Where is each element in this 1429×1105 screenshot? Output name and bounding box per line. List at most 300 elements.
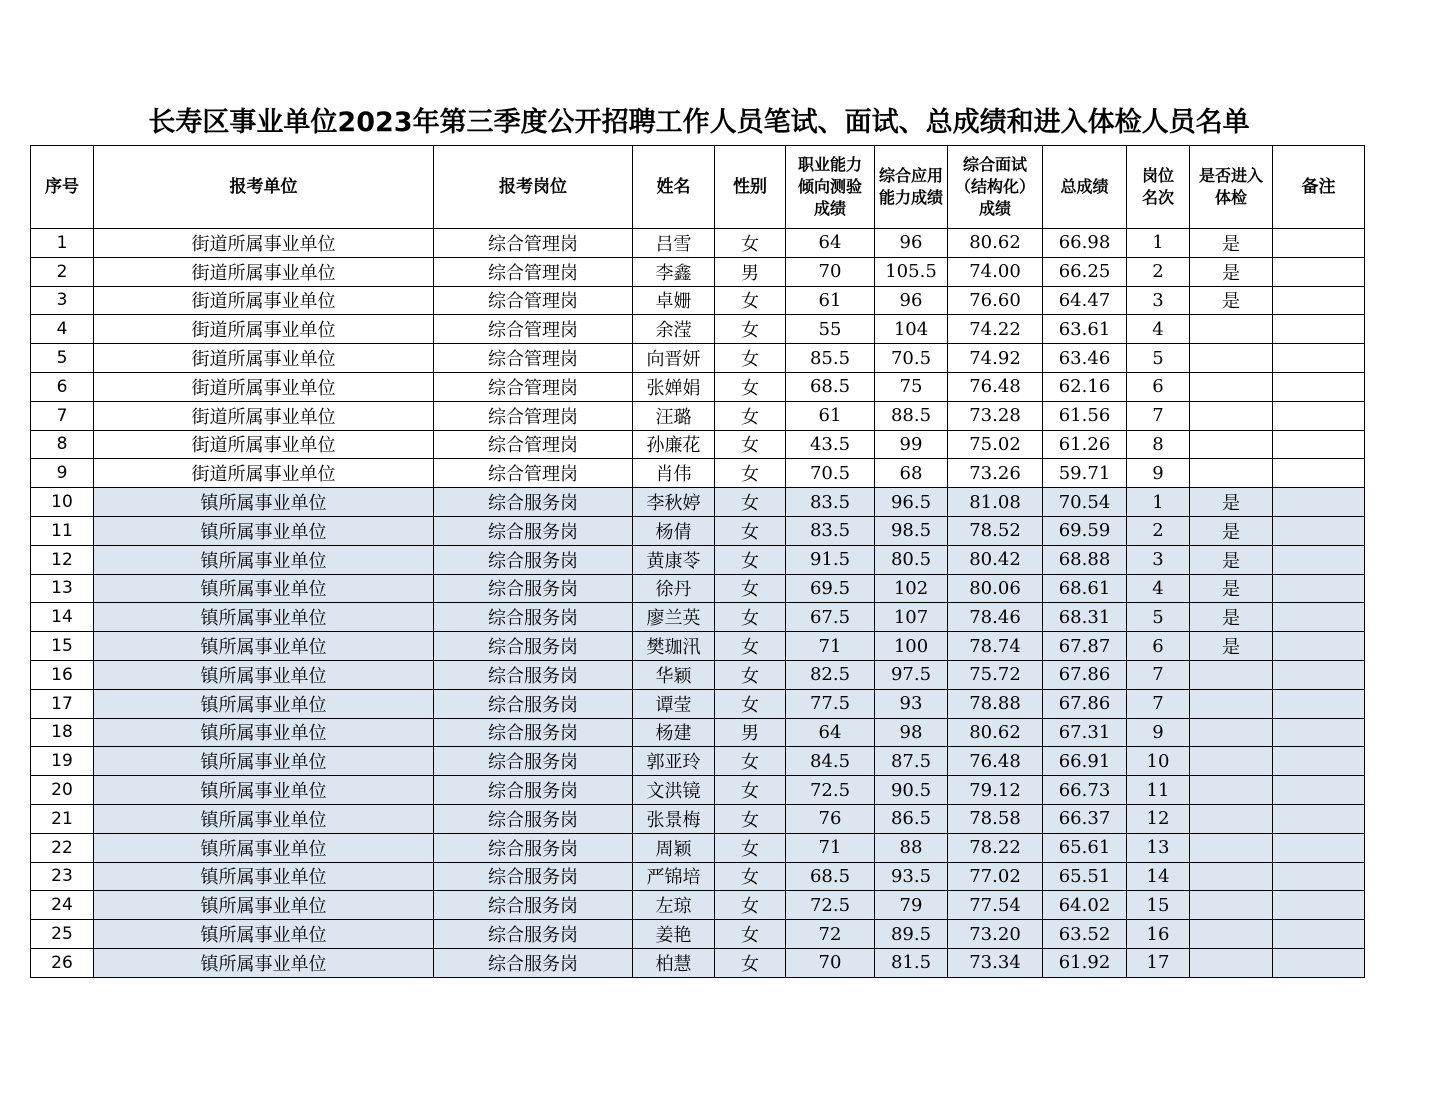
cell-name: 周颖 (633, 833, 715, 862)
cell-aptitude: 55 (786, 315, 875, 344)
cell-rank: 6 (1127, 632, 1190, 661)
cell-aptitude: 70 (786, 257, 875, 286)
cell-applied: 104 (875, 315, 948, 344)
cell-physical (1190, 660, 1273, 689)
cell-rank: 7 (1127, 401, 1190, 430)
cell-idx: 18 (31, 718, 94, 747)
cell-post: 综合管理岗 (434, 459, 633, 488)
cell-applied: 96 (875, 229, 948, 258)
cell-note (1273, 632, 1365, 661)
table-row (31, 632, 1365, 661)
cell-note (1273, 891, 1365, 920)
cell-name: 汪璐 (633, 401, 715, 430)
cell-physical: 是 (1190, 574, 1273, 603)
cell-applied: 87.5 (875, 747, 948, 776)
cell-rank: 9 (1127, 459, 1190, 488)
header-applied: 综合应用能力成绩 (875, 146, 948, 229)
cell-physical (1190, 718, 1273, 747)
cell-unit: 镇所属事业单位 (94, 718, 434, 747)
cell-interview: 78.22 (948, 833, 1043, 862)
cell-rank: 14 (1127, 862, 1190, 891)
cell-gender: 女 (715, 948, 786, 977)
cell-aptitude: 83.5 (786, 488, 875, 517)
cell-physical: 是 (1190, 488, 1273, 517)
cell-name: 肖伟 (633, 459, 715, 488)
table-row (31, 574, 1365, 603)
cell-physical (1190, 776, 1273, 805)
cell-gender: 女 (715, 689, 786, 718)
cell-applied: 98.5 (875, 516, 948, 545)
cell-gender: 女 (715, 372, 786, 401)
cell-name: 姜艳 (633, 920, 715, 949)
cell-physical (1190, 862, 1273, 891)
cell-total: 66.25 (1043, 257, 1127, 286)
table-row (31, 747, 1365, 776)
cell-name: 杨建 (633, 718, 715, 747)
cell-gender: 女 (715, 891, 786, 920)
cell-applied: 93.5 (875, 862, 948, 891)
cell-idx: 5 (31, 344, 94, 373)
cell-rank: 8 (1127, 430, 1190, 459)
cell-name: 华颖 (633, 660, 715, 689)
cell-name: 张婵娟 (633, 372, 715, 401)
cell-unit: 街道所属事业单位 (94, 286, 434, 315)
cell-interview: 74.00 (948, 257, 1043, 286)
cell-post: 综合管理岗 (434, 401, 633, 430)
cell-interview: 77.02 (948, 862, 1043, 891)
header-idx: 序号 (31, 146, 94, 229)
cell-total: 65.51 (1043, 862, 1127, 891)
cell-idx: 12 (31, 545, 94, 574)
cell-note (1273, 862, 1365, 891)
cell-applied: 97.5 (875, 660, 948, 689)
cell-post: 综合服务岗 (434, 948, 633, 977)
cell-note (1273, 574, 1365, 603)
cell-unit: 街道所属事业单位 (94, 430, 434, 459)
cell-aptitude: 64 (786, 718, 875, 747)
cell-rank: 13 (1127, 833, 1190, 862)
cell-interview: 75.02 (948, 430, 1043, 459)
table-body (31, 229, 1365, 978)
cell-interview: 76.48 (948, 372, 1043, 401)
cell-interview: 76.48 (948, 747, 1043, 776)
cell-idx: 16 (31, 660, 94, 689)
cell-rank: 2 (1127, 516, 1190, 545)
results-table (30, 145, 1365, 978)
cell-post: 综合服务岗 (434, 603, 633, 632)
cell-idx: 23 (31, 862, 94, 891)
cell-post: 综合服务岗 (434, 920, 633, 949)
table-row (31, 286, 1365, 315)
cell-idx: 17 (31, 689, 94, 718)
header-gender: 性别 (715, 146, 786, 229)
cell-total: 67.86 (1043, 689, 1127, 718)
cell-unit: 镇所属事业单位 (94, 689, 434, 718)
cell-unit: 街道所属事业单位 (94, 459, 434, 488)
cell-total: 66.37 (1043, 804, 1127, 833)
cell-interview: 78.74 (948, 632, 1043, 661)
cell-interview: 77.54 (948, 891, 1043, 920)
cell-applied: 80.5 (875, 545, 948, 574)
cell-note (1273, 516, 1365, 545)
cell-applied: 70.5 (875, 344, 948, 373)
cell-aptitude: 67.5 (786, 603, 875, 632)
cell-unit: 镇所属事业单位 (94, 574, 434, 603)
table-row (31, 516, 1365, 545)
cell-total: 67.86 (1043, 660, 1127, 689)
table-row (31, 315, 1365, 344)
cell-aptitude: 61 (786, 401, 875, 430)
cell-total: 67.31 (1043, 718, 1127, 747)
cell-note (1273, 776, 1365, 805)
cell-note (1273, 718, 1365, 747)
cell-post: 综合服务岗 (434, 804, 633, 833)
cell-gender: 女 (715, 862, 786, 891)
cell-interview: 73.34 (948, 948, 1043, 977)
cell-unit: 镇所属事业单位 (94, 804, 434, 833)
cell-interview: 78.58 (948, 804, 1043, 833)
cell-name: 李秋婷 (633, 488, 715, 517)
cell-note (1273, 747, 1365, 776)
cell-aptitude: 70.5 (786, 459, 875, 488)
header-rank: 岗位名次 (1127, 146, 1190, 229)
cell-aptitude: 64 (786, 229, 875, 258)
table-row (31, 862, 1365, 891)
cell-unit: 镇所属事业单位 (94, 776, 434, 805)
cell-note (1273, 430, 1365, 459)
cell-post: 综合服务岗 (434, 516, 633, 545)
cell-physical (1190, 689, 1273, 718)
cell-applied: 100 (875, 632, 948, 661)
cell-interview: 78.46 (948, 603, 1043, 632)
cell-total: 61.56 (1043, 401, 1127, 430)
cell-post: 综合服务岗 (434, 862, 633, 891)
cell-physical (1190, 430, 1273, 459)
cell-gender: 女 (715, 401, 786, 430)
cell-interview: 81.08 (948, 488, 1043, 517)
cell-unit: 街道所属事业单位 (94, 372, 434, 401)
cell-idx: 8 (31, 430, 94, 459)
cell-physical (1190, 948, 1273, 977)
cell-post: 综合服务岗 (434, 488, 633, 517)
cell-applied: 99 (875, 430, 948, 459)
cell-rank: 6 (1127, 372, 1190, 401)
table-row (31, 776, 1365, 805)
cell-rank: 9 (1127, 718, 1190, 747)
cell-aptitude: 72.5 (786, 891, 875, 920)
table-row (31, 833, 1365, 862)
cell-total: 59.71 (1043, 459, 1127, 488)
cell-interview: 75.72 (948, 660, 1043, 689)
cell-idx: 6 (31, 372, 94, 401)
cell-aptitude: 72.5 (786, 776, 875, 805)
cell-gender: 女 (715, 488, 786, 517)
cell-gender: 女 (715, 747, 786, 776)
cell-total: 66.98 (1043, 229, 1127, 258)
table-row (31, 545, 1365, 574)
cell-post: 综合管理岗 (434, 430, 633, 459)
cell-interview: 73.28 (948, 401, 1043, 430)
cell-aptitude: 82.5 (786, 660, 875, 689)
cell-post: 综合服务岗 (434, 718, 633, 747)
cell-idx: 1 (31, 229, 94, 258)
cell-unit: 镇所属事业单位 (94, 603, 434, 632)
cell-name: 杨倩 (633, 516, 715, 545)
cell-name: 张景梅 (633, 804, 715, 833)
cell-total: 68.31 (1043, 603, 1127, 632)
cell-rank: 4 (1127, 574, 1190, 603)
cell-idx: 22 (31, 833, 94, 862)
cell-post: 综合服务岗 (434, 574, 633, 603)
cell-name: 廖兰英 (633, 603, 715, 632)
cell-total: 65.61 (1043, 833, 1127, 862)
cell-post: 综合服务岗 (434, 545, 633, 574)
table-row (31, 718, 1365, 747)
cell-name: 樊珈汛 (633, 632, 715, 661)
cell-gender: 女 (715, 660, 786, 689)
cell-idx: 4 (31, 315, 94, 344)
cell-interview: 74.92 (948, 344, 1043, 373)
cell-rank: 1 (1127, 488, 1190, 517)
cell-applied: 79 (875, 891, 948, 920)
cell-rank: 4 (1127, 315, 1190, 344)
cell-rank: 3 (1127, 545, 1190, 574)
cell-post: 综合管理岗 (434, 286, 633, 315)
table-row (31, 459, 1365, 488)
cell-applied: 93 (875, 689, 948, 718)
cell-note (1273, 257, 1365, 286)
cell-idx: 24 (31, 891, 94, 920)
cell-gender: 女 (715, 430, 786, 459)
cell-post: 综合管理岗 (434, 344, 633, 373)
cell-physical (1190, 891, 1273, 920)
cell-unit: 街道所属事业单位 (94, 401, 434, 430)
cell-physical (1190, 344, 1273, 373)
cell-rank: 17 (1127, 948, 1190, 977)
cell-unit: 镇所属事业单位 (94, 891, 434, 920)
cell-aptitude: 43.5 (786, 430, 875, 459)
cell-gender: 女 (715, 833, 786, 862)
cell-name: 吕雪 (633, 229, 715, 258)
cell-total: 68.88 (1043, 545, 1127, 574)
cell-unit: 街道所属事业单位 (94, 257, 434, 286)
cell-post: 综合管理岗 (434, 229, 633, 258)
table-row (31, 603, 1365, 632)
cell-physical (1190, 747, 1273, 776)
cell-name: 卓姗 (633, 286, 715, 315)
cell-total: 64.47 (1043, 286, 1127, 315)
cell-note (1273, 660, 1365, 689)
cell-idx: 13 (31, 574, 94, 603)
cell-total: 70.54 (1043, 488, 1127, 517)
cell-unit: 镇所属事业单位 (94, 862, 434, 891)
cell-note (1273, 689, 1365, 718)
cell-idx: 21 (31, 804, 94, 833)
cell-applied: 86.5 (875, 804, 948, 833)
cell-name: 余滢 (633, 315, 715, 344)
table-row (31, 920, 1365, 949)
cell-physical: 是 (1190, 229, 1273, 258)
cell-unit: 镇所属事业单位 (94, 747, 434, 776)
cell-total: 63.46 (1043, 344, 1127, 373)
cell-note (1273, 545, 1365, 574)
cell-unit: 镇所属事业单位 (94, 920, 434, 949)
cell-note (1273, 459, 1365, 488)
cell-gender: 女 (715, 920, 786, 949)
cell-aptitude: 68.5 (786, 372, 875, 401)
cell-physical: 是 (1190, 603, 1273, 632)
cell-rank: 16 (1127, 920, 1190, 949)
cell-interview: 73.20 (948, 920, 1043, 949)
cell-physical (1190, 920, 1273, 949)
cell-physical: 是 (1190, 286, 1273, 315)
cell-rank: 7 (1127, 660, 1190, 689)
cell-total: 68.61 (1043, 574, 1127, 603)
cell-aptitude: 68.5 (786, 862, 875, 891)
header-post: 报考岗位 (434, 146, 633, 229)
cell-name: 李鑫 (633, 257, 715, 286)
cell-gender: 女 (715, 344, 786, 373)
cell-interview: 79.12 (948, 776, 1043, 805)
cell-applied: 107 (875, 603, 948, 632)
cell-gender: 女 (715, 776, 786, 805)
header-name: 姓名 (633, 146, 715, 229)
cell-physical: 是 (1190, 257, 1273, 286)
cell-applied: 88.5 (875, 401, 948, 430)
cell-aptitude: 84.5 (786, 747, 875, 776)
cell-note (1273, 229, 1365, 258)
cell-gender: 男 (715, 257, 786, 286)
cell-unit: 镇所属事业单位 (94, 660, 434, 689)
cell-physical: 是 (1190, 516, 1273, 545)
cell-rank: 1 (1127, 229, 1190, 258)
header-note: 备注 (1273, 146, 1365, 229)
table-row (31, 344, 1365, 373)
cell-physical (1190, 459, 1273, 488)
cell-note (1273, 948, 1365, 977)
table-row (31, 257, 1365, 286)
cell-note (1273, 833, 1365, 862)
cell-unit: 镇所属事业单位 (94, 632, 434, 661)
cell-gender: 女 (715, 286, 786, 315)
cell-interview: 73.26 (948, 459, 1043, 488)
cell-idx: 7 (31, 401, 94, 430)
cell-gender: 女 (715, 545, 786, 574)
cell-applied: 102 (875, 574, 948, 603)
cell-post: 综合管理岗 (434, 315, 633, 344)
cell-gender: 女 (715, 603, 786, 632)
cell-applied: 88 (875, 833, 948, 862)
cell-gender: 女 (715, 229, 786, 258)
table-row (31, 488, 1365, 517)
cell-aptitude: 76 (786, 804, 875, 833)
cell-aptitude: 69.5 (786, 574, 875, 603)
cell-unit: 镇所属事业单位 (94, 488, 434, 517)
cell-unit: 镇所属事业单位 (94, 516, 434, 545)
cell-idx: 26 (31, 948, 94, 977)
cell-rank: 12 (1127, 804, 1190, 833)
cell-idx: 25 (31, 920, 94, 949)
cell-interview: 80.42 (948, 545, 1043, 574)
cell-physical: 是 (1190, 545, 1273, 574)
cell-physical (1190, 315, 1273, 344)
cell-unit: 街道所属事业单位 (94, 315, 434, 344)
cell-name: 郭亚玲 (633, 747, 715, 776)
cell-idx: 11 (31, 516, 94, 545)
cell-gender: 女 (715, 516, 786, 545)
document-title: 长寿区事业单位2023年第三季度公开招聘工作人员笔试、面试、总成绩和进入体检人员名单 (148, 107, 1250, 138)
cell-aptitude: 70 (786, 948, 875, 977)
cell-aptitude: 77.5 (786, 689, 875, 718)
cell-note (1273, 603, 1365, 632)
cell-name: 向晋妍 (633, 344, 715, 373)
cell-aptitude: 71 (786, 632, 875, 661)
cell-aptitude: 91.5 (786, 545, 875, 574)
table-row (31, 660, 1365, 689)
cell-unit: 镇所属事业单位 (94, 833, 434, 862)
cell-interview: 74.22 (948, 315, 1043, 344)
cell-total: 63.52 (1043, 920, 1127, 949)
cell-applied: 98 (875, 718, 948, 747)
cell-aptitude: 61 (786, 286, 875, 315)
cell-note (1273, 804, 1365, 833)
cell-note (1273, 315, 1365, 344)
cell-applied: 89.5 (875, 920, 948, 949)
cell-total: 69.59 (1043, 516, 1127, 545)
cell-name: 严锦培 (633, 862, 715, 891)
cell-rank: 11 (1127, 776, 1190, 805)
cell-idx: 14 (31, 603, 94, 632)
cell-idx: 19 (31, 747, 94, 776)
cell-applied: 96 (875, 286, 948, 315)
cell-interview: 76.60 (948, 286, 1043, 315)
cell-post: 综合服务岗 (434, 891, 633, 920)
header-physical: 是否进入体检 (1190, 146, 1273, 229)
header-total: 总成绩 (1043, 146, 1127, 229)
cell-note (1273, 488, 1365, 517)
cell-note (1273, 372, 1365, 401)
cell-total: 66.91 (1043, 747, 1127, 776)
table-header-row (31, 146, 1365, 229)
cell-interview: 80.62 (948, 718, 1043, 747)
cell-total: 63.61 (1043, 315, 1127, 344)
cell-interview: 80.06 (948, 574, 1043, 603)
cell-gender: 女 (715, 804, 786, 833)
cell-idx: 2 (31, 257, 94, 286)
cell-idx: 9 (31, 459, 94, 488)
cell-name: 柏慧 (633, 948, 715, 977)
cell-post: 综合服务岗 (434, 747, 633, 776)
cell-total: 67.87 (1043, 632, 1127, 661)
cell-interview: 78.88 (948, 689, 1043, 718)
cell-unit: 镇所属事业单位 (94, 545, 434, 574)
table-row (31, 689, 1365, 718)
cell-post: 综合管理岗 (434, 257, 633, 286)
cell-total: 61.26 (1043, 430, 1127, 459)
cell-applied: 105.5 (875, 257, 948, 286)
table-row (31, 804, 1365, 833)
cell-total: 66.73 (1043, 776, 1127, 805)
table-row (31, 891, 1365, 920)
cell-gender: 男 (715, 718, 786, 747)
cell-name: 徐丹 (633, 574, 715, 603)
cell-idx: 15 (31, 632, 94, 661)
table-row (31, 372, 1365, 401)
cell-name: 文洪镜 (633, 776, 715, 805)
cell-applied: 81.5 (875, 948, 948, 977)
cell-idx: 10 (31, 488, 94, 517)
cell-note (1273, 401, 1365, 430)
